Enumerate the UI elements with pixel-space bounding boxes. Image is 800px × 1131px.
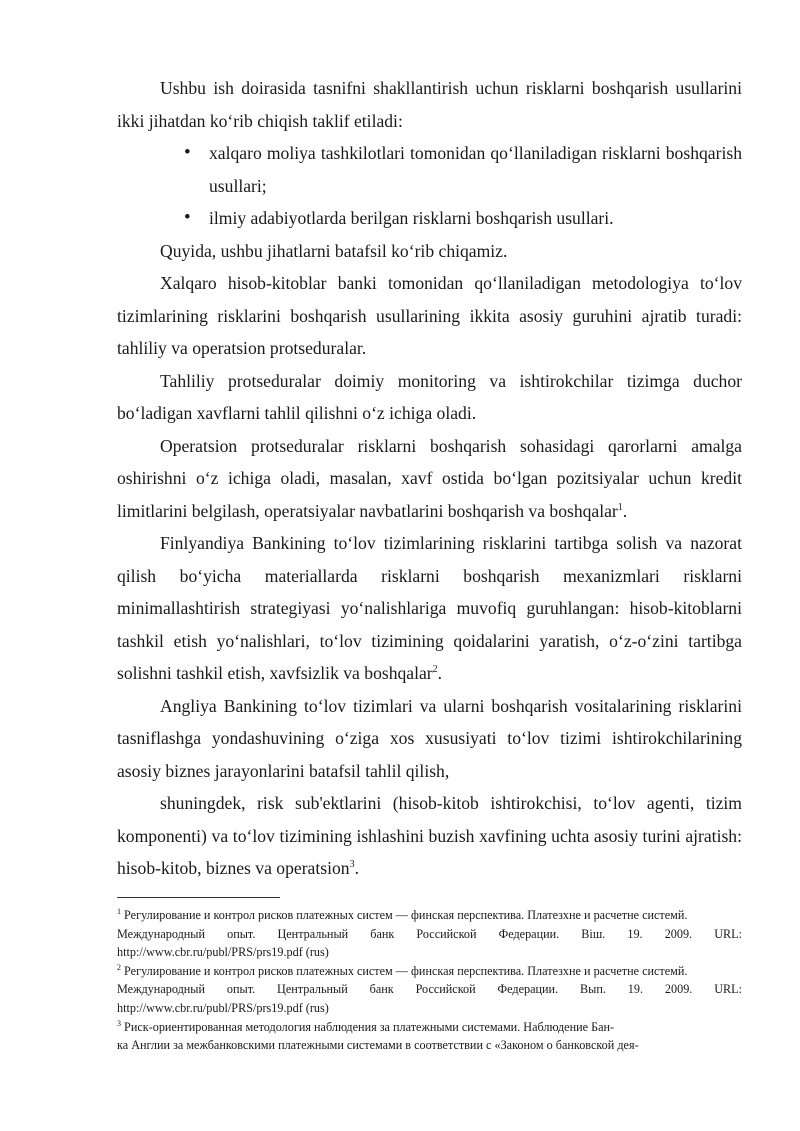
footnote-ref-3[interactable]: 3 <box>349 859 355 870</box>
paragraph-finland <box>117 527 742 690</box>
footnote-ref-2[interactable]: 2 <box>432 664 438 675</box>
footnote-number: 2 <box>117 962 121 972</box>
footnote-text: Международный опыт. Центральный банк Российской Федерации. Вып. 19. 2009. URL: <box>117 982 742 997</box>
paragraph-intro: Ushbu ish doirasida tasnifni shakllantirish uchun risklarni boshqarish usullarini ikki jihatdan ko‘rib chiqish taklif etiladi: <box>117 78 742 131</box>
list-item <box>184 202 742 235</box>
list-item <box>184 137 742 202</box>
paragraph-bis-methodology: Xalqaro hisob-kitoblar banki tomonidan qo‘llaniladigan metodologiya to‘lov tizimlarining risklarini boshqarish usullarining ikkita asosiy guruhini ajratib turadi: tahliliy va operatsion protseduralar. <box>117 273 742 358</box>
footnote-text: Международный опыт. Центральный банк Российской Федерации. Віш. 19. 2009. URL: <box>117 926 742 941</box>
period: . <box>437 663 443 683</box>
list-item-text: xalqaro moliya tashkilotlari tomonidan qo‘llaniladigan risklarni boshqarish usullari; <box>209 143 742 196</box>
period: . <box>354 858 359 878</box>
bullet-icon: • <box>184 207 191 228</box>
paragraph-risk-subjects-text: shuningdek, risk sub'ektlarini (hisob-kitob ishtirokchisi, to‘lov agenti, tizim komponenti) va to‘lov tizimining ishlashini buzish xavfining uchta asosiy turini ajratish: hisob-kitob, biznes va operatsion <box>117 793 742 878</box>
footnote-divider <box>117 897 280 898</box>
bullet-list <box>117 137 742 235</box>
footnote-text: Регулирование и контрол рисков платежных систем — финская перспектива. Платезхне и расчетне системй. <box>124 908 688 922</box>
footnote-number: 3 <box>117 1018 121 1028</box>
paragraph-risk-subjects <box>117 787 742 885</box>
paragraph-england: Angliya Bankining to‘lov tizimlari va ularni boshqarish vositalarining risklarini tasniflashga yondashuvining o‘ziga xos xususiyati to‘lov tizimi ishtirokchilarining asosiy biznes jarayonlarini batafsil tahlil qilish, <box>117 695 742 781</box>
footnote-2 <box>117 962 742 1018</box>
footnote-ref-1[interactable]: 1 <box>617 501 623 513</box>
paragraph-operational <box>117 430 742 528</box>
paragraph-finland-text: Finlyandiya Bankining to‘lov tizimlarining risklarini tartibga solish va nazorat qilish bo‘yicha materiallarda risklarni boshqarish mexanizmlari risklarni minimallashtirish strategiyasi yo‘nalishlariga muvofiq guruhlangan: hisob-kitoblarni tashkil etish yo‘nalishlari, to‘lov tizimining qoidalarini yaratish, o‘z-o‘zini tartibga solishni tashkil etish, xavfsizlik va boshqalar <box>117 533 742 683</box>
footnotes <box>117 906 742 1055</box>
list-item-text: ilmiy adabiyotlarda berilgan risklarni boshqarish usullari. <box>209 208 614 228</box>
footnote-link[interactable]: http://www.cbr.ru/publ/PRS/prs19.pdf (rus) <box>117 945 329 960</box>
footnote-3 <box>117 1018 742 1055</box>
footnote-text: ка Англии за межбанковскими платежными системами в соответствии с «Законом о банковской дея- <box>117 1038 639 1053</box>
footnote-number: 1 <box>117 907 121 916</box>
paragraph-summary: Quyida, ushbu jihatlarni batafsil ko‘rib chiqamiz. <box>160 240 508 261</box>
paragraph-operational-text: Operatsion protseduralar risklarni boshqarish sohasidagi qarorlarni amalga oshirishni o‘z ichiga oladi, masalan, xavf ostida bo‘lgan pozitsiyalar uchun kredit limitlarini belgilash, operatsiyalar navbatlarini boshqarish va boshqalar <box>117 435 742 521</box>
footnote-text: Регулирование и контрол рисков платежных систем — финская перспектива. Платезхне и расчетне системй. <box>124 963 688 978</box>
footnote-1 <box>117 906 742 962</box>
period: . <box>622 500 628 521</box>
bullet-icon: • <box>184 142 191 163</box>
footnote-link[interactable]: http://www.cbr.ru/publ/PRS/prs19.pdf (rus) <box>117 1000 329 1015</box>
paragraph-analytical: Tahliliy protseduralar doimiy monitoring va ishtirokchilar tizimga duchor bo‘ladigan xavflarni tahlil qilishni o‘z ichiga oladi. <box>117 370 742 423</box>
main-text <box>117 72 742 885</box>
footnote-text: Риск-ориентированная методология наблюдения за платежными системами. Наблюдение Бан- <box>124 1019 615 1034</box>
